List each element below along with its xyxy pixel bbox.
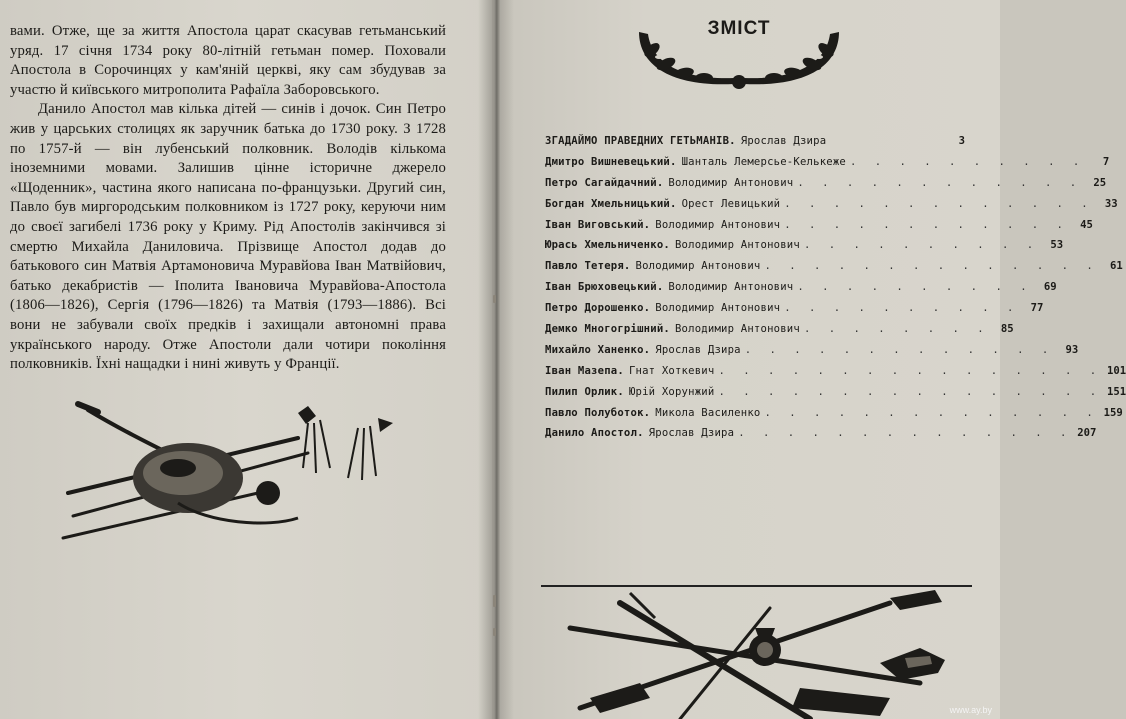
toc-entry-author: Володимир Антонович [655,302,781,315]
toc-entry[interactable] [545,343,1079,365]
toc-entry-author: Ярослав Дзира [655,343,741,356]
toc-entry-title: Дмитро Вишневецький. [545,155,677,168]
toc-entry-page: 61 [1109,260,1123,273]
toc-entry-author: Володимир Антонович [668,281,794,294]
toc-entry-title: Юрась Хмельниченко. [545,239,670,252]
table-of-contents [545,135,1126,448]
toc-entry-title: Павло Полуботок. [545,406,651,419]
toc-heading: ЗМІСТ [707,18,771,39]
bulava-sabres-tassels-illustration [58,398,398,543]
toc-leader-dots: . . . . . . . . . . . . . . [738,427,1073,440]
toc-entry-title: Іван Мазепа. [545,364,624,377]
paragraph-1: вами. Отже, ще за життя Апостола царат скасував гетьманський уряд. 17 січня 1734 року 80-літній гетьман помер. Поховали Апостола в Сорочинцях у кам'яній церкві, яку сам збудував за участю й київського митрополита Рафаїла Заборовського. [10,23,446,98]
watermark: www.ay.by [949,705,992,715]
toc-entry-author: Юрій Хорунжий [628,385,715,398]
left-page [0,0,492,719]
toc-entry[interactable] [545,406,1123,428]
toc-leader-dots: . . . . . . . . . . [850,155,1086,168]
toc-entry-title: Демко Многогрішний. [545,323,670,336]
toc-entry-author: Микола Василенко [655,406,761,419]
toc-leader-dots: . . . . . . . . . . [797,281,1033,294]
toc-entry-page: 25 [1093,176,1107,189]
toc-entry-page: 159 [1103,406,1123,419]
muskets-pistols-weapons-illustration [560,588,960,719]
toc-leader-dots: . . . . . . . . . . [803,239,1040,252]
binding-stitch [493,628,496,636]
toc-entry[interactable] [545,385,1126,407]
toc-leader-dots: . . . . . . . . . . . . . . . . [718,385,1103,398]
toc-entry[interactable] [545,239,1064,260]
toc-entry-author: Шанталь Лемерсье-Келькеже [681,155,847,168]
toc-entry[interactable] [545,135,965,156]
toc-entry-author: Володимир Антонович [668,176,794,189]
toc-leader-dots: . . . . . . . . [803,323,990,336]
toc-entry-page: 69 [1043,281,1057,294]
toc-entry-author: Володимир Антонович [635,260,761,273]
toc-entry-page: 3 [958,135,965,147]
binding-stitch [493,295,496,303]
toc-leader-dots: . . . . . . . . . . . . [784,218,1069,231]
toc-entry[interactable] [545,155,1110,177]
toc-leader-dots: . . . . . . . . . . . . . [784,197,1094,210]
toc-entry[interactable] [545,281,1057,302]
toc-entry-author: Орест Левицький [681,197,781,210]
toc-leader-dots: . . . . . . . . . . . . . . [764,260,1099,273]
toc-entry-page: 53 [1050,239,1064,252]
toc-entry-page: 207 [1077,427,1097,440]
toc-entry-page: 45 [1080,218,1093,231]
toc-entry-title: Михайло Ханенко. [545,343,651,356]
toc-entry-page: 101 [1107,364,1126,377]
divider-rule [541,585,972,587]
book-gutter [478,0,514,719]
toc-entry-title: Павло Тетеря. [545,260,631,273]
toc-entry-page: 151 [1107,385,1126,398]
toc-leader-dots: . . . . . . . . . . . . . [744,343,1055,356]
toc-entry-title: Богдан Хмельницький. [545,197,677,210]
toc-entry-title: Іван Брюховецький. [545,281,664,294]
toc-header [634,12,844,94]
toc-entry-author: Володимир Антонович [655,218,781,231]
toc-entry[interactable] [545,302,1044,323]
paragraph-2: Данило Апостол мав кілька дітей — синів і дочок. Син Петро жив у царських столицях як заручник батька до 1730 року. З 1728 по 1757-й — він лубенський полковник. Володів кількома іноземними мовами. Залишив цінне історичне джерело «Щоденник», частина якого написана по-французьки. Другий син, Павло був миргородським полковником із 1727 року, керуючи ним до своєї загибелі 1736 року у Криму. Рід Апостолів закінчився зі смертю Михайла Даниловича. Прізвище Апостол додав до батькового син Матвія Артамоновича Муравйова Іван Матвійович, батько декабристів — Іполита Івановича Муравйова-Апостола (1806—1826), Сергія (1796—1826) та Матвія (1793—1886). Всі вони не забували своїх предків і захищали автономні права українського народу. Отже Апостоли дали чотири покоління полковників. Їхні нащадки і нині живуть у Франції. [10,101,446,373]
toc-leader-dots: . . . . . . . . . . . . . . . . [718,364,1103,377]
toc-leader-dots: . . . . . . . . . . . . . . [764,406,1099,419]
toc-entry[interactable] [545,323,1014,344]
toc-entry-page: 7 [1102,155,1110,168]
toc-entry[interactable] [545,260,1123,281]
toc-entry[interactable] [545,218,1093,240]
toc-entry-title: Данило Апостол. [545,427,644,440]
toc-entry-page: 93 [1065,343,1079,356]
toc-entry[interactable] [545,176,1107,198]
binding-stitch [493,595,496,607]
toc-entry[interactable] [545,427,1097,448]
toc-entry-author: Володимир Антонович [674,239,800,252]
toc-entry[interactable] [545,364,1126,386]
toc-entry-title: ЗГАДАЙМО ПРАВЕДНИХ ГЕТЬМАНІВ. [545,135,736,147]
toc-entry-title: Петро Сагайдачний. [545,176,664,189]
toc-entry-author: Ярослав Дзира [740,135,827,147]
toc-entry-page: 85 [1000,323,1014,336]
toc-entry-author: Володимир Антонович [674,323,800,336]
toc-entry-author: Гнат Хоткевич [628,364,715,377]
left-page-text [10,22,446,375]
toc-entry[interactable] [545,197,1118,219]
toc-entry-page: 77 [1030,302,1044,315]
toc-entry-page: 33 [1104,197,1118,210]
toc-leader-dots: . . . . . . . . . . [784,302,1020,315]
toc-entry-author: Ярослав Дзира [648,427,735,440]
toc-entry-title: Петро Дорошенко. [545,302,651,315]
toc-entry-title: Пилип Орлик. [545,385,624,398]
toc-entry-title: Іван Виговський. [545,218,651,231]
toc-leader-dots: . . . . . . . . . . . . [797,176,1083,189]
